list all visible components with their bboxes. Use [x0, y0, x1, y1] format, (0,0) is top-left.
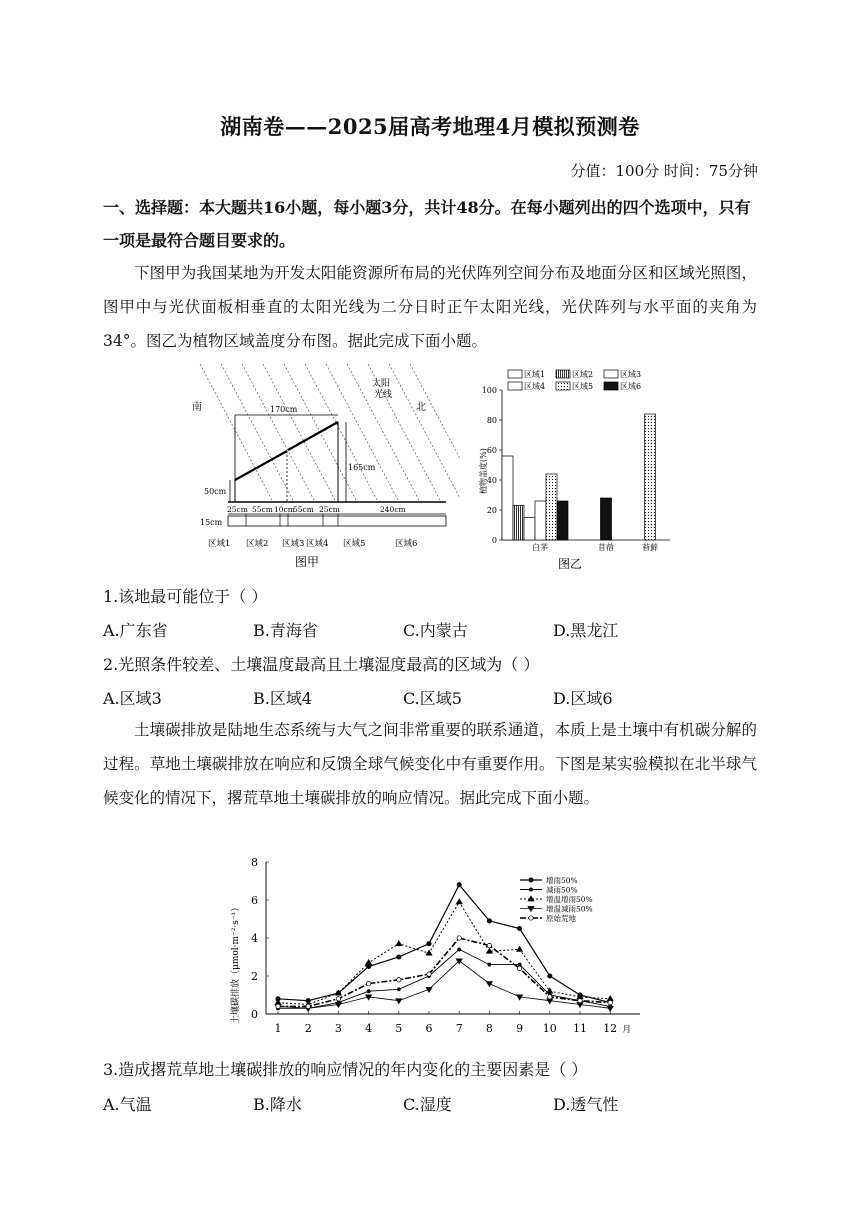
figure-b-ylabel: 植物盖度(%) — [479, 448, 488, 494]
figure-b-bar — [645, 414, 656, 540]
fig3-point — [397, 955, 401, 959]
sun-label-2: 光线 — [374, 390, 393, 400]
q2-option-b[interactable]: B.区域4 — [253, 689, 313, 708]
figure-b-ytick: 0 — [491, 536, 497, 545]
fig3-point — [366, 960, 372, 965]
q3-options — [103, 1092, 763, 1115]
fig3-xtick: 1 — [274, 1022, 282, 1035]
figure-b-ytick: 40 — [486, 476, 497, 485]
fig3-xtick: 8 — [485, 1022, 493, 1035]
carbon-emission-chart — [228, 854, 653, 1050]
fig3-ytick: 2 — [251, 970, 258, 983]
fig3-ytick: 0 — [251, 1008, 258, 1021]
fig3-point — [529, 888, 532, 891]
fig3-xlabel: 月 — [622, 1025, 632, 1035]
pv-panel-2 — [288, 422, 338, 450]
fig3-point — [276, 1004, 280, 1008]
fig3-point — [397, 988, 400, 991]
fig3-point — [548, 995, 552, 999]
fig3-legend-label: 增温减雨50% — [546, 904, 593, 914]
fig3-point — [518, 963, 521, 966]
fig3-point — [528, 907, 534, 912]
q3-stem: 3.造成撂荒草地土壤碳排放的响应情况的年内变化的主要因素是（ ） — [103, 1060, 588, 1079]
fig3-ytick: 4 — [251, 932, 258, 945]
sun-ray — [410, 364, 460, 500]
q3-option-b[interactable]: B.降水 — [253, 1095, 302, 1114]
zone-6-label: 区域6 — [395, 539, 418, 549]
fig3-point — [397, 978, 401, 982]
fig3-point — [396, 941, 402, 946]
passage-1: 下图甲为我国某地为开发太阳能资源所布局的光伏阵列空间分布及地面分区和区域光照图，图甲中与光伏面板相垂直的太阳光线为二分日时正午太阳光线，光伏阵列与水平面的夹角为34°。图乙为植物区域盖度分布图。据此完成下面小题。 — [103, 264, 757, 350]
svg-text:15cm: 15cm — [200, 518, 223, 527]
zone-3-label: 区域3 — [282, 539, 305, 549]
fig3-legend-label: 增雨50% — [546, 876, 578, 885]
q1-option-d[interactable]: D.黑龙江 — [553, 621, 619, 640]
fig3-point — [607, 1006, 613, 1011]
fig3-point — [367, 990, 370, 993]
zone-4-label: 区域4 — [306, 539, 329, 549]
figure-a — [190, 362, 460, 572]
q3-option-c[interactable]: C.湿度 — [403, 1095, 452, 1114]
q2-option-c[interactable]: C.区域5 — [403, 689, 462, 708]
sun-ray — [305, 364, 377, 500]
q2-stem: 2.光照条件较差、土壤温度最高且土壤湿度最高的区域为（ ） — [103, 655, 540, 674]
fig3-point — [607, 996, 613, 1001]
figure-b-category: 白茅 — [532, 543, 548, 552]
figure-b-caption: 图乙 — [558, 557, 583, 571]
figure-b-ytick: 60 — [486, 446, 497, 455]
figure-b-bar — [535, 501, 546, 540]
figure-b-ytick: 20 — [486, 506, 497, 515]
q1-stem: 1.该地最可能位于（ ） — [103, 587, 268, 606]
sun-ray — [389, 364, 460, 500]
fig3-point — [275, 1000, 281, 1005]
q1-option-a[interactable]: A.广东省 — [103, 621, 168, 640]
passage-2: 土壤碳排放是陆地生态系统与大气之间非常重要的联系通道，本质上是土壤中有机碳分解的过程。草地土壤碳排放在响应和反馈全球气候变化中有重要作用。下图是某实验模拟在北半球气候变化的情况下，撂荒草地土壤碳排放的响应情况。据此完成下面小题。 — [103, 721, 757, 807]
zone-2-label: 区域2 — [246, 539, 269, 549]
fig3-point — [488, 963, 491, 966]
q1-option-b[interactable]: B.青海省 — [253, 621, 318, 640]
figure-b-category: 苔藓 — [642, 543, 658, 552]
fig3-ylabel: 土壤碳排放（μmol·m⁻²·s⁻¹） — [231, 902, 241, 1024]
fig3-point — [458, 948, 461, 951]
figure-b-legend-label: 区域2 — [572, 370, 594, 379]
fig3-point — [487, 919, 491, 923]
figure-b-bar — [546, 474, 557, 540]
fig3-xtick: 5 — [395, 1022, 403, 1035]
fig3-point — [366, 981, 370, 985]
fig3-legend-label: 增温增雨50% — [546, 895, 593, 904]
fig3-point — [336, 997, 340, 1001]
fig3-xtick: 9 — [516, 1022, 524, 1035]
fig3-point — [456, 899, 462, 904]
pv-panel-1 — [235, 451, 287, 480]
figure-b-bar — [524, 518, 535, 541]
svg-text:165cm: 165cm — [348, 463, 376, 472]
q3-option-a[interactable]: A.气温 — [103, 1095, 152, 1114]
south-label: 南 — [192, 402, 202, 413]
figure-b-ytick: 100 — [481, 386, 497, 395]
fig3-ytick: 6 — [251, 894, 258, 907]
figure-b-category: 苜蓿 — [598, 543, 614, 552]
sun-label-1: 太阳 — [372, 379, 391, 389]
fig3-point — [487, 943, 491, 947]
figure-b — [470, 364, 680, 574]
score-time: 分值：100分 时间：75分钟 — [570, 162, 758, 180]
q2-option-a[interactable]: A.区域3 — [103, 689, 162, 708]
fig3-xtick: 2 — [304, 1022, 312, 1035]
fig3-point — [457, 936, 461, 940]
svg-text:25cm: 25cm — [319, 505, 340, 514]
zone-1-label: 区域1 — [208, 539, 231, 549]
svg-text:50cm: 50cm — [204, 487, 227, 496]
fig3-point — [427, 942, 431, 946]
fig3-xtick: 10 — [542, 1022, 557, 1035]
figure-b-legend-swatch — [556, 382, 570, 390]
fig3-point — [426, 950, 432, 955]
svg-text:55cm: 55cm — [293, 505, 314, 514]
figure-b-legend-label: 区域4 — [524, 382, 546, 391]
svg-text:10cm: 10cm — [274, 505, 295, 514]
zone-5-label: 区域5 — [343, 539, 366, 549]
fig3-point — [529, 878, 533, 882]
fig3-point — [457, 883, 461, 887]
fig3-point — [517, 966, 521, 970]
figure-b-legend-label: 区域1 — [524, 370, 546, 379]
fig3-point — [529, 916, 533, 920]
figure-b-bar — [557, 501, 568, 540]
fig3-point — [306, 1004, 310, 1008]
fig3-point — [517, 946, 523, 951]
fig3-ytick: 8 — [251, 856, 258, 869]
fig3-point — [517, 926, 521, 930]
fig3-xtick: 7 — [455, 1022, 463, 1035]
fig3-legend-label: 原始荒地 — [546, 914, 576, 923]
fig3-xtick: 3 — [334, 1022, 342, 1035]
q2-option-d[interactable]: D.区域6 — [553, 689, 613, 708]
fig3-series-line — [278, 949, 610, 1008]
fig3-xtick: 4 — [365, 1022, 373, 1035]
page-title: 湖南卷——2025届高考地理4月模拟预测卷 — [220, 114, 640, 139]
figure-b-bar — [513, 506, 524, 541]
q3-option-d[interactable]: D.透气性 — [553, 1095, 619, 1114]
figure-b-legend-swatch — [556, 370, 570, 378]
fig3-xtick: 6 — [425, 1022, 433, 1035]
fig3-xtick: 11 — [573, 1022, 587, 1035]
sun-ray — [242, 364, 314, 500]
fig3-point — [578, 999, 582, 1003]
figure-a-caption: 图甲 — [295, 555, 320, 569]
q2-options — [103, 686, 763, 709]
svg-text:55cm: 55cm — [252, 505, 273, 514]
figure-b-legend-label: 区域3 — [620, 370, 642, 379]
section-heading: 一、选择题：本大题共16小题，每小题3分，共计48分。在每小题列出的四个选项中，只有一项是最符合题目要求的。 — [103, 198, 751, 250]
fig3-xtick: 12 — [603, 1022, 618, 1035]
figure-b-legend-label: 区域6 — [620, 382, 642, 391]
fig3-point — [427, 972, 431, 976]
figure-b-bar — [502, 456, 513, 540]
fig3-legend-label: 减雨50% — [546, 885, 578, 895]
fig3-point — [548, 974, 552, 978]
sun-ray — [263, 364, 335, 500]
north-label: 北 — [416, 402, 426, 413]
sun-ray — [221, 364, 293, 500]
q1-options — [103, 618, 763, 641]
figure-b-legend-swatch — [508, 382, 522, 390]
figure-b-legend-swatch — [604, 382, 618, 390]
figure-b-bar — [601, 498, 612, 540]
figure-b-legend-swatch — [604, 370, 618, 378]
svg-text:170cm: 170cm — [270, 405, 298, 414]
svg-text:25cm: 25cm — [227, 505, 248, 514]
figure-b-legend-label: 区域5 — [572, 382, 594, 391]
fig3-point — [608, 1000, 612, 1004]
figure-b-ytick: 80 — [486, 416, 497, 425]
figure-b-legend-swatch — [508, 370, 522, 378]
svg-text:240cm: 240cm — [380, 505, 406, 514]
q1-option-c[interactable]: C.内蒙古 — [403, 621, 468, 640]
fig3-point — [396, 999, 402, 1004]
